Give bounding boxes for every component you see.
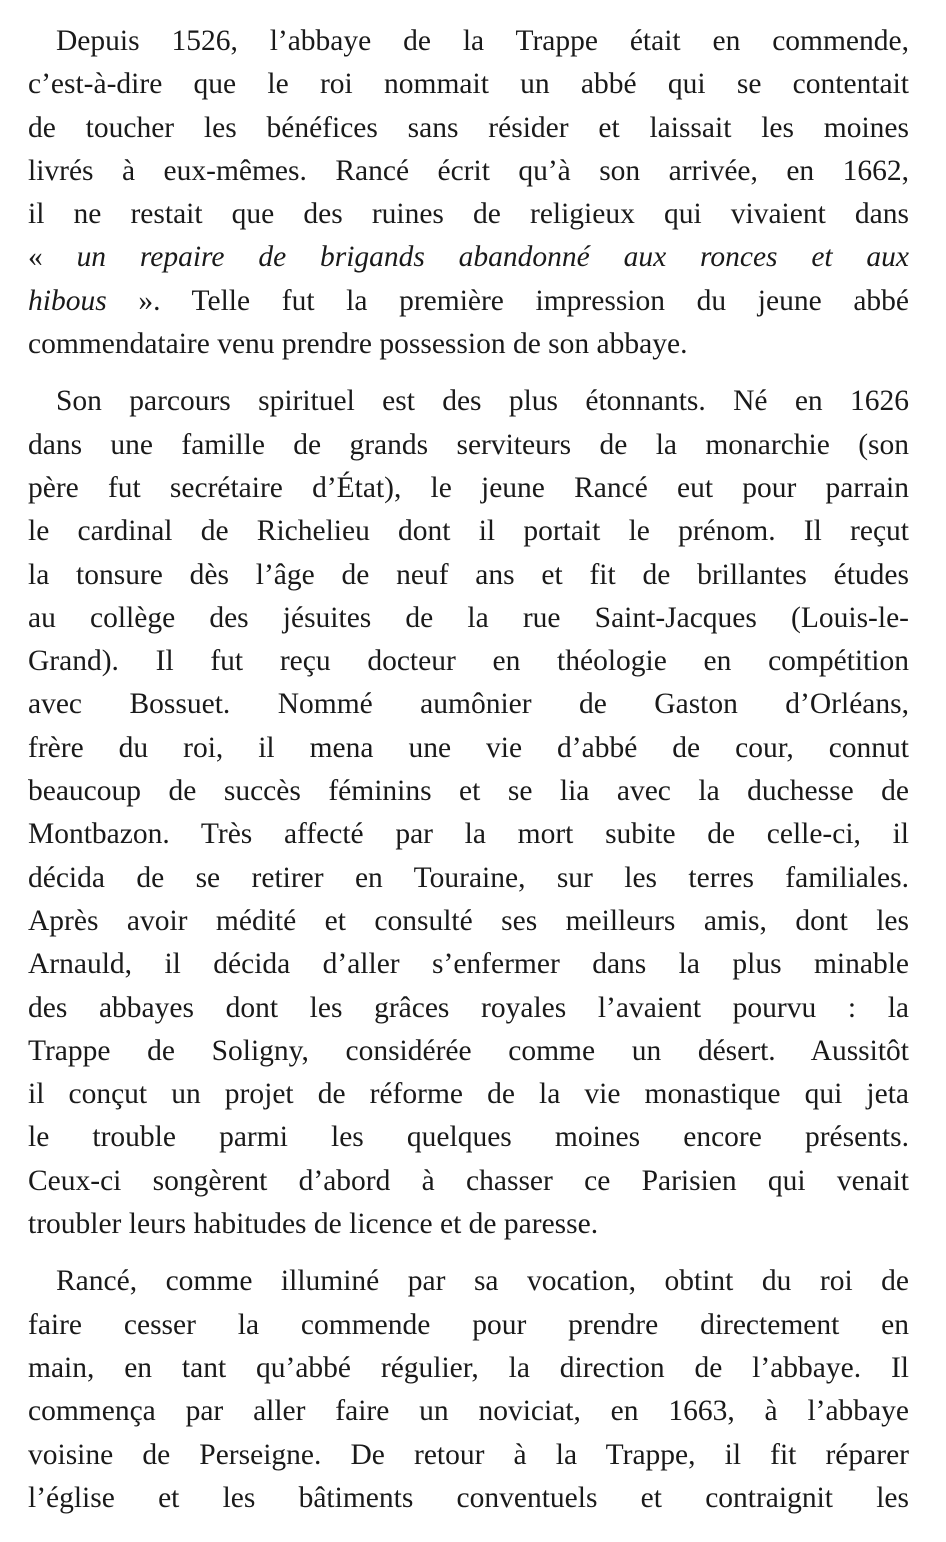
text-line: il ne restait que des ruines de religieux qui vivaient dans bbox=[28, 198, 909, 231]
text-line: voisine de Perseigne. De retour à la Trappe, il fit réparer bbox=[28, 1438, 909, 1471]
text-line: commendataire venu prendre possession de son abbaye. bbox=[28, 328, 688, 361]
text-line: le trouble parmi les quelques moines encore présents. bbox=[28, 1121, 909, 1154]
document-page bbox=[28, 20, 909, 1534]
text-line-quote bbox=[28, 236, 909, 279]
text-line: troubler leurs habitudes de licence et de paresse. bbox=[28, 1208, 599, 1241]
text-line: frère du roi, il mena une vie d’abbé de cour, connut bbox=[28, 731, 909, 764]
text-line: Son parcours spirituel est des plus étonnants. Né en 1626 bbox=[56, 385, 909, 418]
text-line: le cardinal de Richelieu dont il portait le prénom. Il reçut bbox=[28, 515, 909, 548]
text-line-quote-end bbox=[28, 280, 909, 323]
text-line: l’église et les bâtiments conventuels et contraignit les bbox=[28, 1481, 909, 1514]
text-line: dans une famille de grands serviteurs de la monarchie (son bbox=[28, 428, 909, 461]
text-line: faire cesser la commende pour prendre directement en bbox=[28, 1308, 909, 1341]
text-line: décida de se retirer en Touraine, sur les terres familiales. bbox=[28, 861, 909, 894]
italic-quote-end: hibous bbox=[28, 284, 107, 317]
text-line: avec Bossuet. Nommé aumônier de Gaston d’Orléans, bbox=[28, 688, 909, 721]
text-line: main, en tant qu’abbé régulier, la direction de l’abbaye. Il bbox=[28, 1351, 909, 1384]
text-line: Ceux-ci songèrent d’abord à chasser ce Parisien qui venait bbox=[28, 1164, 909, 1197]
text-line: Trappe de Soligny, considérée comme un désert. Aussitôt bbox=[28, 1034, 909, 1067]
text-line: Rancé, comme illuminé par sa vocation, obtint du roi de bbox=[56, 1265, 909, 1298]
text-line: des abbayes dont les grâces royales l’avaient pourvu : la bbox=[28, 991, 909, 1024]
text-line: Après avoir médité et consulté ses meilleurs amis, dont les bbox=[28, 904, 909, 937]
text-line: livrés à eux-mêmes. Rancé écrit qu’à son arrivée, en 1662, bbox=[28, 154, 909, 187]
italic-quote: un repaire de brigands abandonné aux ronces et aux bbox=[76, 241, 909, 274]
open-guillemet: « bbox=[28, 241, 77, 274]
paragraph-commende bbox=[28, 20, 909, 366]
text-line: père fut secrétaire d’État), le jeune Rancé eut pour parrain bbox=[28, 471, 909, 504]
text-after-quote: ». Telle fut la première impression du jeune abbé bbox=[106, 284, 909, 317]
text-line: c’est-à-dire que le roi nommait un abbé qui se contentait bbox=[28, 68, 909, 101]
text-line: commença par aller faire un noviciat, en 1663, à l’abbaye bbox=[28, 1395, 909, 1428]
text-line: Depuis 1526, l’abbaye de la Trappe était en commende, bbox=[56, 25, 909, 57]
text-line: de toucher les bénéfices sans résider et laissait les moines bbox=[28, 111, 909, 144]
paragraph-parcours bbox=[28, 380, 909, 1246]
text-line: Montbazon. Très affecté par la mort subite de celle-ci, il bbox=[28, 818, 909, 851]
text-line: beaucoup de succès féminins et se lia avec la duchesse de bbox=[28, 775, 909, 808]
text-line: au collège des jésuites de la rue Saint-Jacques (Louis-le- bbox=[28, 601, 909, 634]
text-line: il conçut un projet de réforme de la vie monastique qui jeta bbox=[28, 1078, 909, 1111]
paragraph-vocation bbox=[28, 1260, 909, 1520]
text-line: la tonsure dès l’âge de neuf ans et fit de brillantes études bbox=[28, 558, 909, 591]
text-line: Arnauld, il décida d’aller s’enfermer dans la plus minable bbox=[28, 948, 909, 981]
text-line: Grand). Il fut reçu docteur en théologie en compétition bbox=[28, 645, 909, 678]
